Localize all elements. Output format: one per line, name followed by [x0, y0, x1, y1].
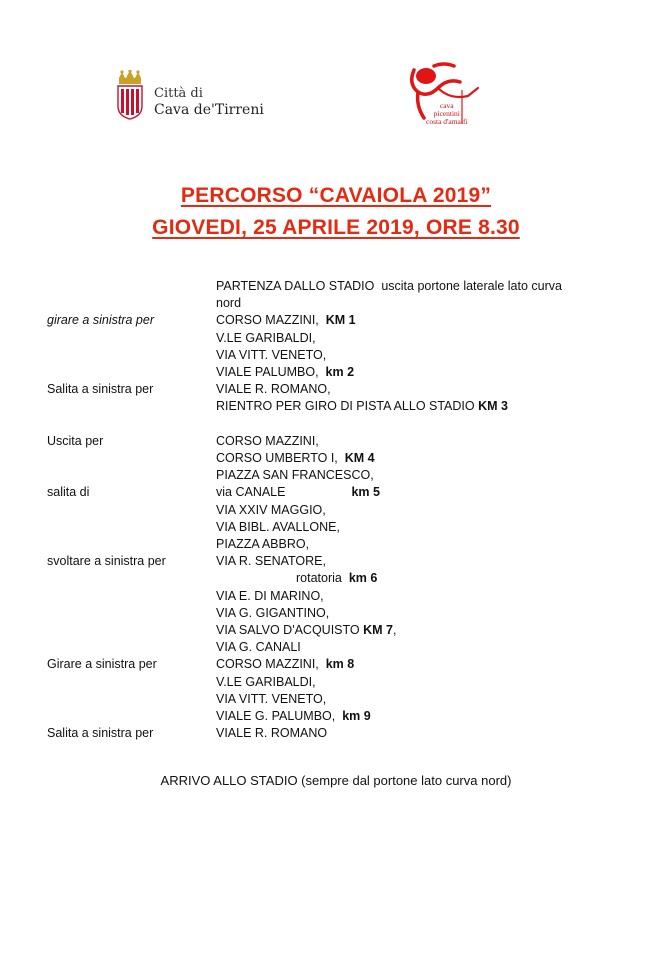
route-km-marker: KM 3 [478, 399, 508, 413]
route-street-text: VIALE R. ROMANO [216, 726, 328, 740]
route-km-marker: KM 1 [325, 313, 356, 327]
route-row [0, 673, 672, 691]
route-street-text: RIENTRO PER GIRO DI PISTA ALLO STADIO [216, 399, 479, 413]
route-street [216, 673, 316, 691]
route-km-marker: km 2 [325, 365, 355, 379]
route-street-text: VIA BIBL. AVALLONE, [216, 520, 340, 534]
route-row [0, 311, 672, 329]
route-street [216, 329, 316, 347]
route-row [0, 363, 672, 381]
city-logo [114, 70, 264, 120]
route-street [216, 638, 301, 656]
route-street-text: VIA SALVO D'ACQUISTO [216, 623, 364, 637]
route-row [0, 604, 672, 622]
route-street [216, 311, 356, 329]
route-row [0, 346, 672, 364]
route-row [0, 294, 672, 312]
route-street-text: VIA G. GIGANTINO, [216, 606, 330, 620]
route-km-marker: km 5 [351, 485, 380, 499]
route-street-text: VIA G. CANALI [216, 640, 301, 654]
route-street [216, 655, 354, 673]
route-street-text: PIAZZA SAN FRANCESCO, [216, 468, 374, 482]
arrival-note: ARRIVO ALLO STADIO (sempre dal portone lato curva nord) [160, 773, 512, 788]
route-street [216, 483, 380, 501]
route-row [0, 638, 672, 656]
route-street-text: VIA XXIV MAGGIO, [216, 503, 326, 517]
tourism-logo [404, 58, 488, 134]
route-row [0, 552, 672, 570]
route-street-text: CORSO MAZZINI, [216, 313, 326, 327]
route-street-text: VIALE R. ROMANO, [216, 382, 331, 396]
route-km-marker: km 9 [342, 709, 371, 723]
route-street [216, 587, 324, 605]
route-row [0, 380, 672, 398]
route-street-text: rotatoria [296, 571, 349, 585]
route-street-text: VIALE PALUMBO, [216, 365, 326, 379]
route-street [216, 346, 326, 364]
route-km-marker: km 8 [325, 657, 355, 671]
route-km-marker: KM 7 [363, 623, 393, 637]
city-name [154, 86, 264, 118]
route-street [216, 604, 329, 622]
route-street [216, 690, 326, 708]
route-row [0, 466, 672, 484]
route-street-text: V.LE GARIBALDI, [216, 675, 316, 689]
route-direction: Salita a sinistra per [47, 382, 154, 396]
route-direction: salita di [47, 485, 90, 499]
route-street [216, 294, 241, 312]
route-row [0, 621, 672, 639]
route-street [216, 535, 309, 553]
city-crest-icon [114, 70, 146, 120]
route-row [0, 518, 672, 536]
route-direction: Uscita per [47, 434, 104, 448]
route-street [216, 363, 354, 381]
route-street-text: V.LE GARIBALDI, [216, 331, 316, 345]
logo-text-line3: costa d'amalfi [426, 117, 468, 126]
city-name-line1: Città di [154, 86, 203, 101]
route-direction: girare a sinistra per [47, 313, 154, 327]
route-street-text: via CANALE [216, 485, 286, 499]
route-row [0, 483, 672, 501]
route-row [0, 277, 672, 295]
route-row [0, 569, 672, 587]
route-street [216, 724, 327, 742]
route-street-text: VIA VITT. VENETO, [216, 348, 327, 362]
route-row [0, 587, 672, 605]
route-street [216, 432, 319, 450]
route-street-text: VIA VITT. VENETO, [216, 692, 327, 706]
route-row [0, 724, 672, 742]
route-street [216, 518, 340, 536]
route-street [216, 397, 508, 415]
route-street [216, 707, 371, 725]
title-line-2: GIOVEDI, 25 APRILE 2019, ORE 8.30 [152, 216, 520, 239]
route-row [0, 707, 672, 725]
route-street-text: PARTENZA DALLO STADIO uscita portone laterale lato curva [216, 279, 562, 293]
route-row [0, 397, 672, 415]
route-street [216, 380, 331, 398]
logo-text-line2: picentini [433, 109, 460, 118]
tourism-logo-text [426, 102, 468, 126]
route-row [0, 449, 672, 467]
route-street-text: VIA E. DI MARINO, [216, 589, 324, 603]
route-street-text: CORSO MAZZINI, [216, 434, 319, 448]
route-row [0, 432, 672, 450]
route-street-text: VIALE G. PALUMBO, [216, 709, 343, 723]
route-street-text: nord [216, 296, 242, 310]
route-street [296, 569, 377, 587]
route-street-text: CORSO MAZZINI, [216, 657, 326, 671]
route-street-text: VIA R. SENATORE, [216, 554, 326, 568]
route-km-marker: km 6 [348, 571, 378, 585]
route-street [216, 449, 375, 467]
route-row [0, 501, 672, 519]
route-street [216, 501, 326, 519]
route-row [0, 535, 672, 553]
route-street-text: PIAZZA ABBRO, [216, 537, 310, 551]
route-street [216, 621, 396, 639]
city-name-line2: Cava de'Tirreni [154, 102, 264, 118]
route-km-marker: KM 4 [344, 451, 375, 465]
route-row [0, 655, 672, 673]
route-street [216, 277, 562, 295]
route-row [0, 329, 672, 347]
route-direction: Girare a sinistra per [47, 657, 157, 671]
route-street [216, 552, 326, 570]
logo-text-line1: cava [439, 101, 454, 110]
route-street-suffix: , [392, 623, 397, 637]
route-street-text: CORSO UMBERTO I, [216, 451, 345, 465]
route-direction: Salita a sinistra per [47, 726, 154, 740]
route-street [216, 466, 374, 484]
title-line-1: PERCORSO “CAVAIOLA 2019” [180, 184, 492, 207]
route-direction: svoltare a sinistra per [47, 554, 166, 568]
route-row [0, 690, 672, 708]
